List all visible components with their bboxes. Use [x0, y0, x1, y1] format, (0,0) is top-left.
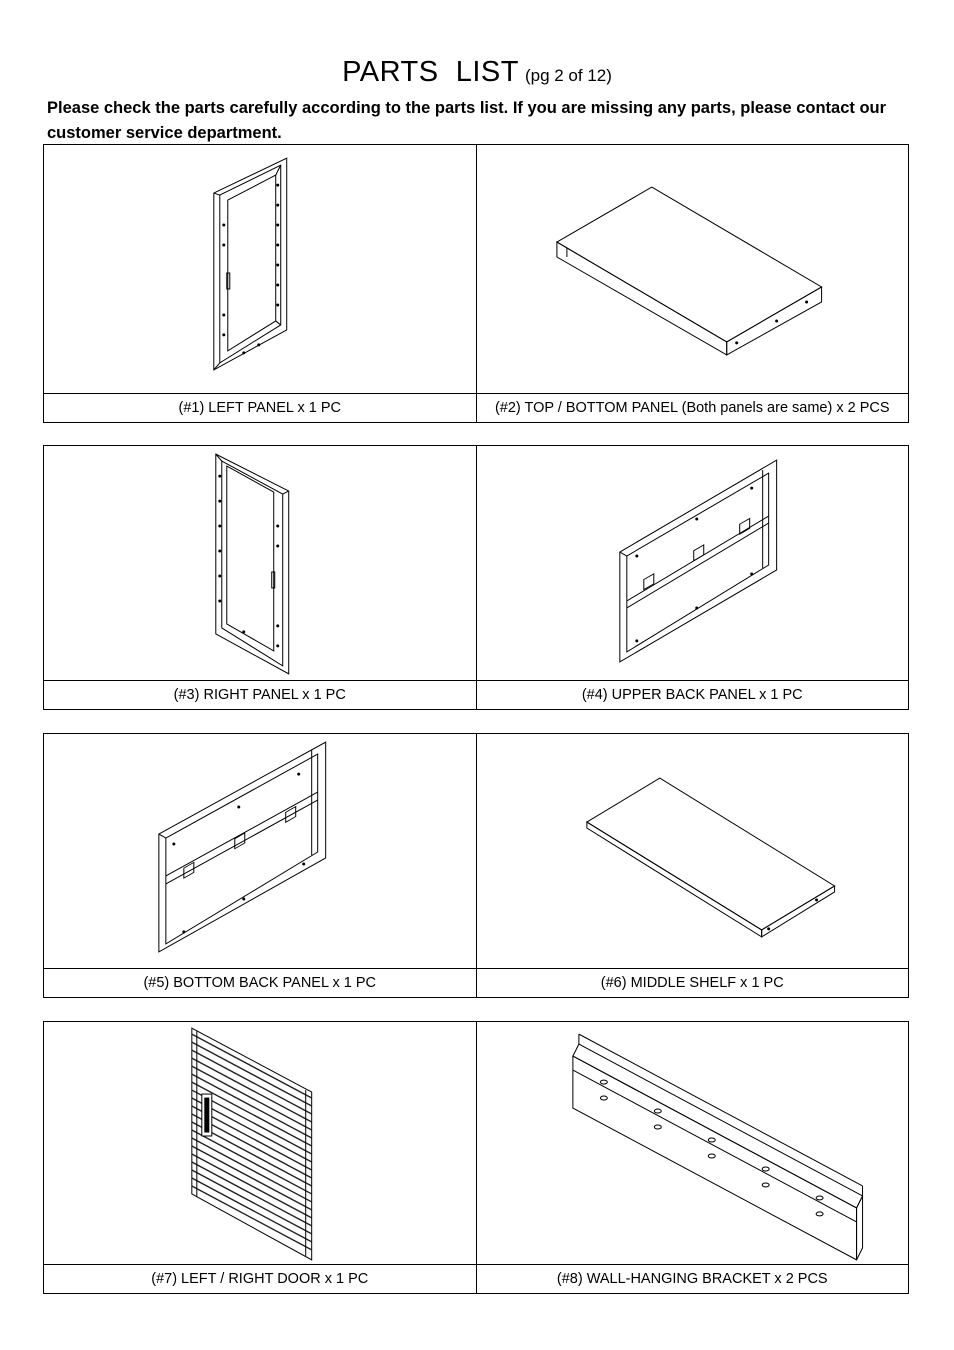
parts-group-1: [43, 144, 909, 423]
page-title: [0, 56, 954, 89]
part-5-image: [44, 734, 476, 968]
part-6-image: [476, 734, 909, 968]
part-4-image: [476, 446, 909, 680]
part-6-caption: (#6) MIDDLE SHELF x 1 PC: [476, 969, 909, 997]
door-drawing: [44, 1022, 476, 1264]
part-8-caption: (#8) WALL-HANGING BRACKET x 2 PCS: [476, 1265, 909, 1293]
upper-back-panel-drawing: [477, 446, 909, 680]
part-2-caption: (#2) TOP / BOTTOM PANEL (Both panels are same) x 2 PCS: [476, 394, 909, 422]
parts-group-2: [43, 445, 909, 710]
part-7-caption: (#7) LEFT / RIGHT DOOR x 1 PC: [151, 1271, 369, 1287]
title-text: PARTS LIST: [342, 56, 519, 88]
part-1-caption: (#1) LEFT PANEL x 1 PC: [178, 400, 341, 416]
part-4-caption: (#4) UPPER BACK PANEL x 1 PC: [476, 681, 909, 709]
intro-text: Please check the parts carefully according to the parts list. If you are missing any parts, please contact our customer service department.: [47, 99, 887, 142]
part-3-image: [44, 446, 476, 680]
page-reference: (pg 2 of 12): [524, 66, 612, 85]
part-8-image: [476, 1022, 909, 1264]
wall-bracket-drawing: [477, 1022, 909, 1264]
parts-group-3: [43, 733, 909, 998]
parts-group-4: [43, 1021, 909, 1294]
part-5-caption: (#5) BOTTOM BACK PANEL x 1 PC: [143, 975, 377, 991]
middle-shelf-drawing: [477, 734, 909, 968]
left-panel-drawing: [44, 145, 476, 393]
part-3-caption: (#3) RIGHT PANEL x 1 PC: [173, 687, 346, 703]
part-7-image: [44, 1022, 476, 1264]
part-1-image: [44, 145, 476, 393]
part-2-image: [476, 145, 909, 393]
top-bottom-panel-drawing: [477, 145, 909, 393]
right-panel-drawing: [44, 446, 476, 680]
bottom-back-panel-drawing: [44, 734, 476, 968]
